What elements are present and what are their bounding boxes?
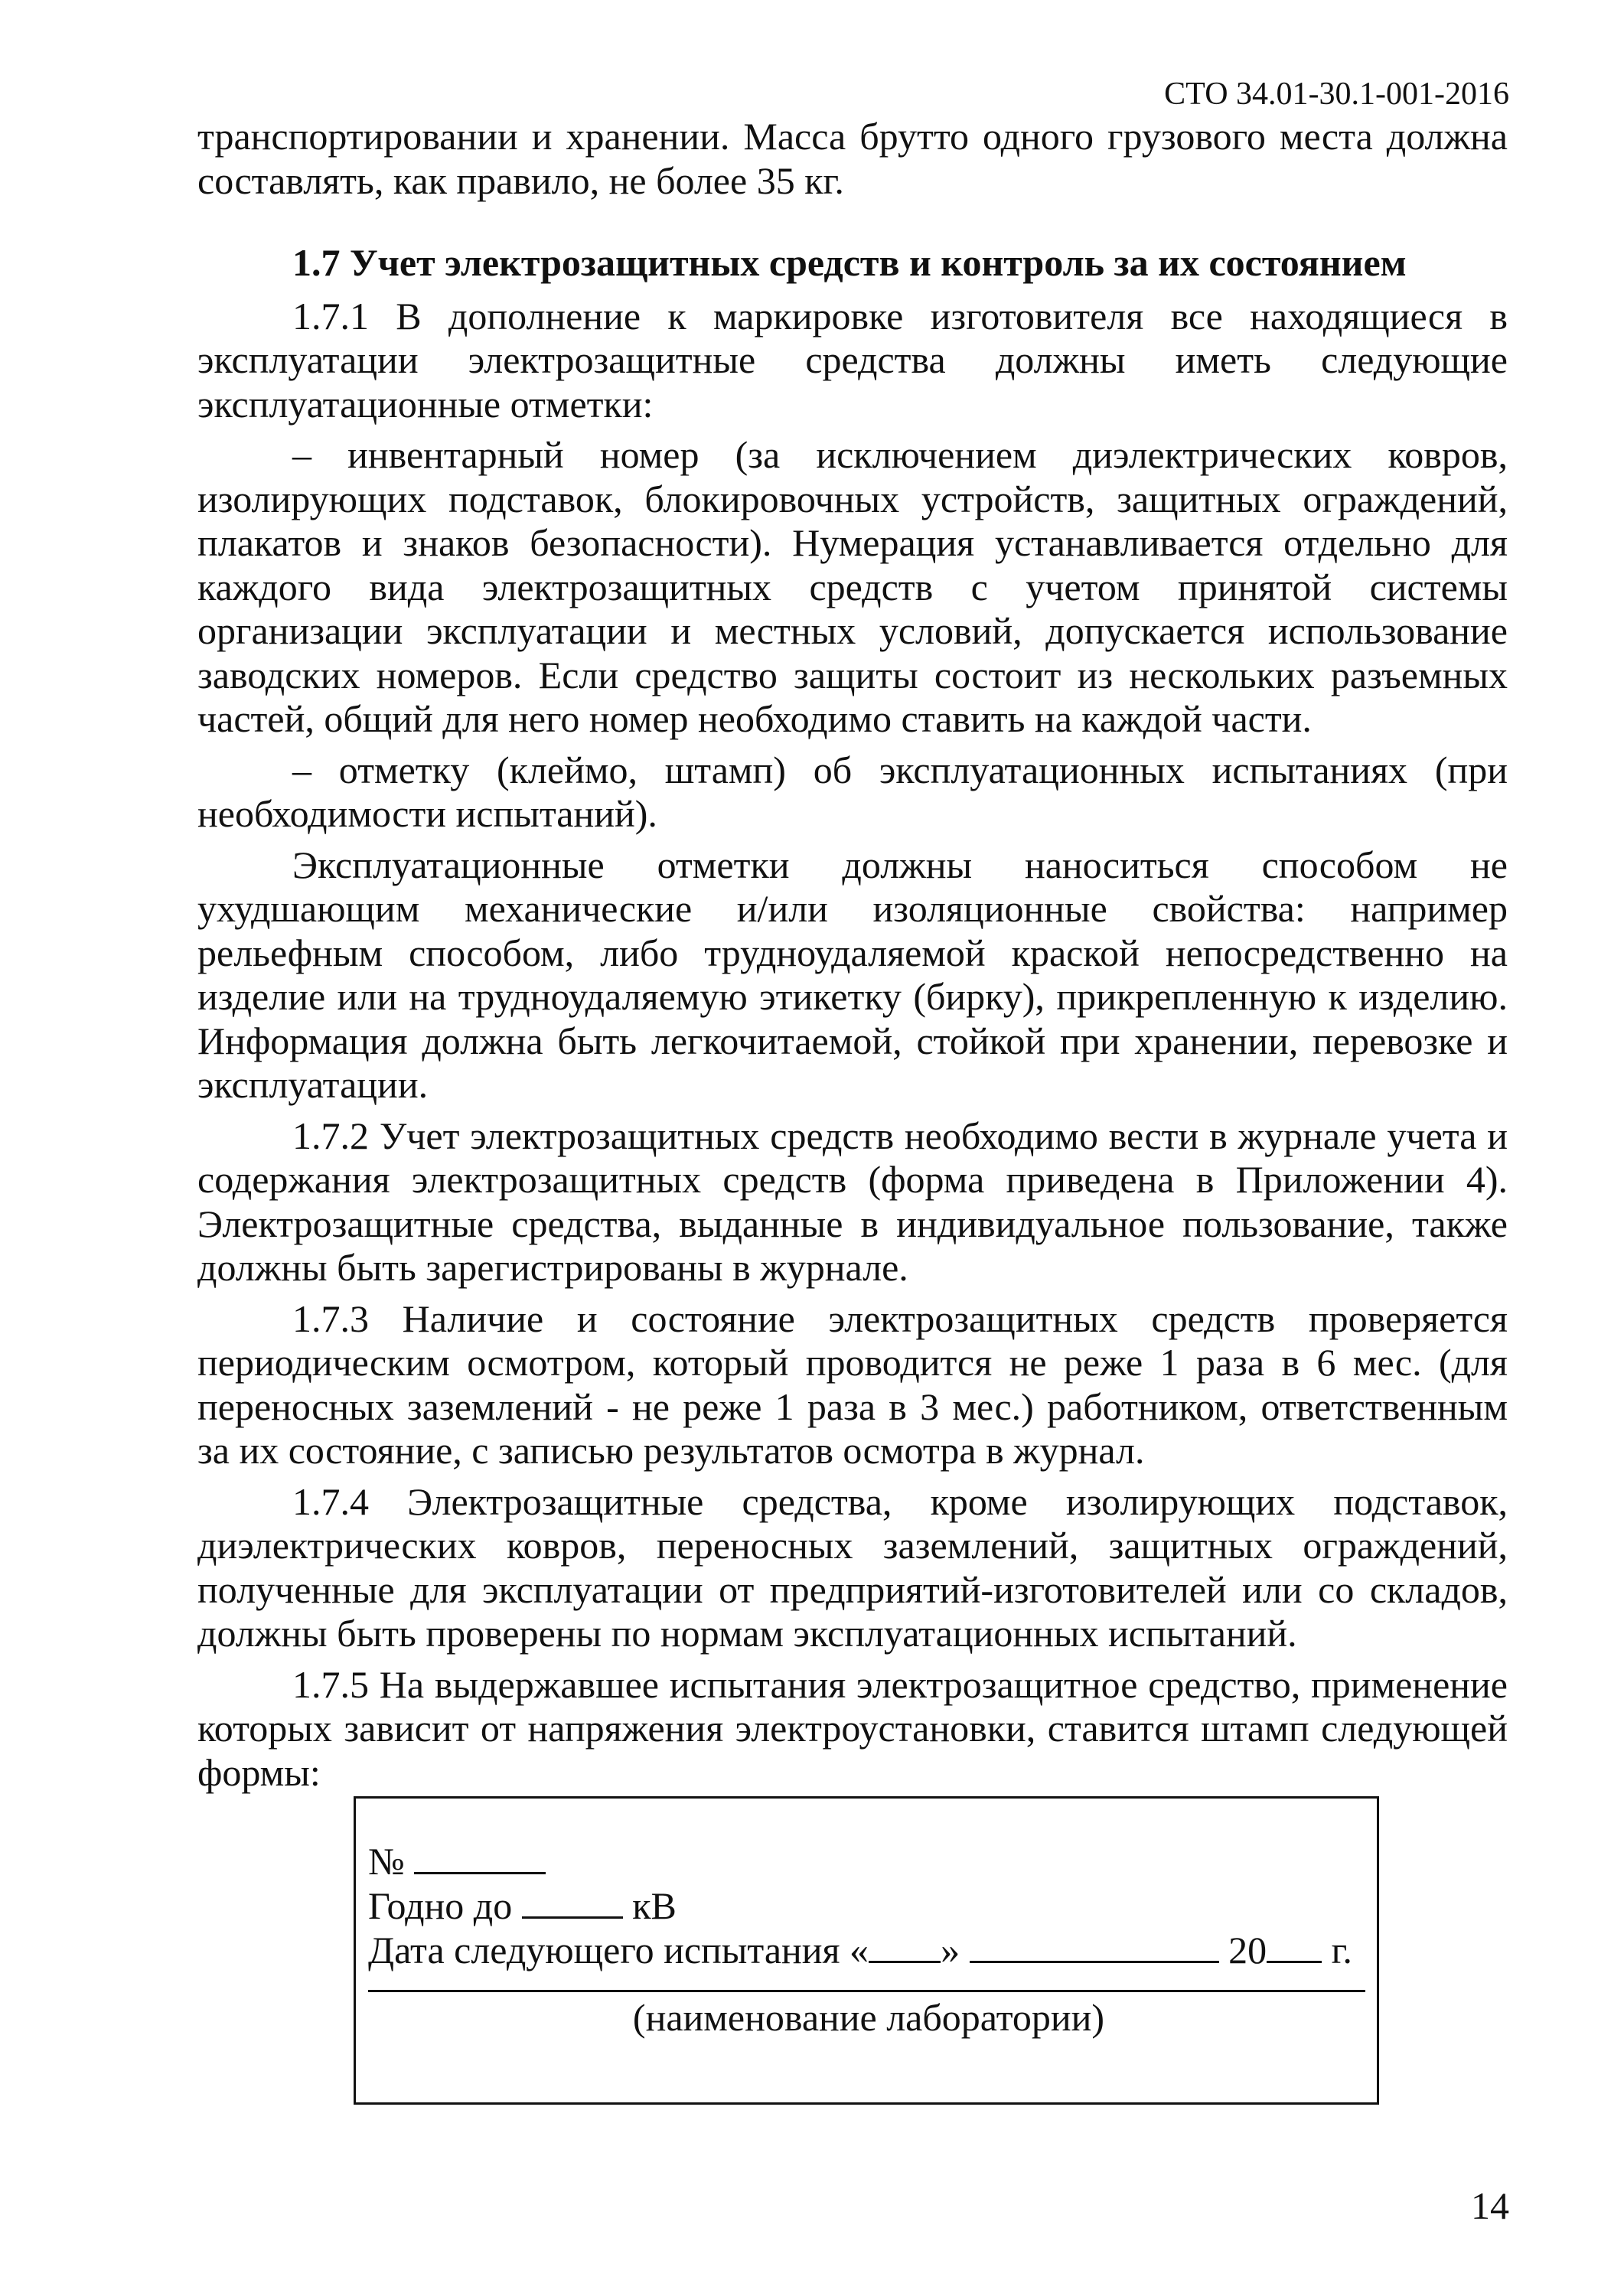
- stamp-voltage-blank: [522, 1883, 623, 1919]
- stamp-next-test-label: Дата следующего испытания «: [368, 1929, 869, 1971]
- document-code: СТО 34.01-30.1-001-2016: [1164, 77, 1509, 112]
- paragraph-1-7-2: 1.7.2 Учет электрозащитных средств необходимо вести в журнале учета и содержания электрозащитных средств (форма приведена в Приложении 4). Электрозащитные средства, выданные в индивидуальное пользование, также должны быть зарегистрированы в журнале.: [197, 1114, 1508, 1289]
- paragraph-1-7-5: 1.7.5 На выдержавшее испытания электрозащитное средство, применение которых зависит от напряжения электроустановки, ставится штамп следующей формы:: [197, 1662, 1508, 1794]
- paragraph-1-7-3: 1.7.3 Наличие и состояние электрозащитных средств проверяется периодическим осмотром, который проводится не реже 1 раза в 6 мес. (для переносных заземлений - не реже 1 раза в 3 мес.) работником, ответственным за их состояние, с записью результатов осмотра в журнал.: [197, 1296, 1508, 1472]
- stamp-laboratory-caption: (наименование лаборатории): [632, 1996, 1105, 2039]
- stamp-year-blank: [1267, 1927, 1322, 1963]
- stamp-next-test-line: [368, 1927, 1352, 1972]
- paragraph-operational-marks: Эксплуатационные отметки должны наноситься способом не ухудшающим механические и/или изоляционные свойства: например рельефным способом, либо трудноудаляемой краской непосредственно на изделие или на трудноудаляемую этикетку (бирку), прикрепленную к изделию. Информация должна быть легкочитаемой, стойкой при хранении, перевозке и эксплуатации.: [197, 843, 1508, 1106]
- paragraph-1-7-4: 1.7.4 Электрозащитные средства, кроме изолирующих подставок, диэлектрических ковров, переносных заземлений, защитных ограждений, полученные для эксплуатации от предприятий-изготовителей или со складов, должны быть проверены по нормам эксплуатационных испытаний.: [197, 1479, 1508, 1655]
- page-number: 14: [1471, 2184, 1509, 2227]
- stamp-year-suffix: г.: [1331, 1929, 1352, 1971]
- stamp-form: [354, 1796, 1379, 2105]
- stamp-valid-suffix: кВ: [632, 1884, 677, 1927]
- stamp-day-blank: [869, 1927, 941, 1963]
- stamp-quote-close: »: [941, 1929, 960, 1971]
- paragraph-1-7-1: 1.7.1 В дополнение к маркировке изготовителя все находящиеся в эксплуатации электрозащитные средства должны иметь следующие эксплуатационные отметки:: [197, 294, 1508, 426]
- stamp-number-label: №: [368, 1840, 405, 1883]
- stamp-laboratory-rule: [368, 1990, 1365, 1992]
- stamp-valid-prefix: Годно до: [368, 1884, 513, 1927]
- list-item-test-mark: – отметку (клеймо, штамп) об эксплуатационных испытаниях (при необходимости испытаний).: [197, 748, 1508, 835]
- list-item-inventory-number: – инвентарный номер (за исключением диэлектрических ковров, изолирующих подставок, блокировочных устройств, защитных ограждений, плакатов и знаков безопасности). Нумерация устанавливается отдельно для каждого вида электрозащитных средств с учетом принятой системы организации эксплуатации и местных условий, допускается использование заводских номеров. Если средство защиты состоит из нескольких разъемных частей, общий для него номер необходимо ставить на каждой части.: [197, 433, 1508, 740]
- stamp-year-prefix: 20: [1228, 1929, 1267, 1971]
- stamp-number-line: [368, 1838, 546, 1883]
- stamp-number-blank: [414, 1838, 546, 1874]
- stamp-month-blank: [970, 1927, 1219, 1963]
- section-title: 1.7 Учет электрозащитных средств и контроль за их состоянием: [292, 241, 1407, 284]
- stamp-valid-line: [368, 1883, 677, 1928]
- paragraph-continued: транспортировании и хранении. Масса брутто одного грузового места должна составлять, как правило, не более 35 кг.: [197, 115, 1508, 202]
- document-body: [197, 115, 1508, 1795]
